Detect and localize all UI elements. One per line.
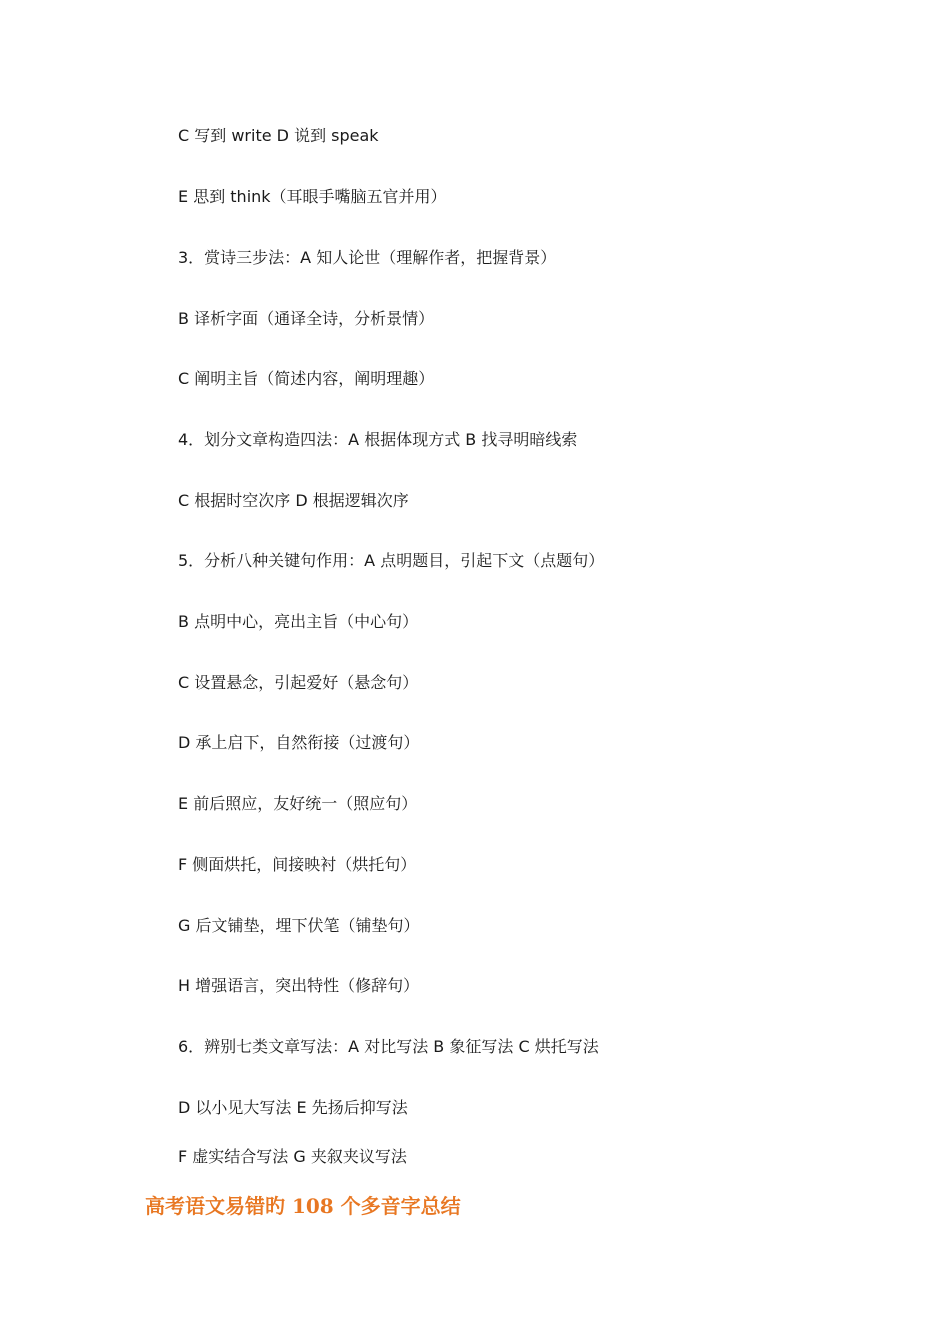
text-line-4: B 译析字面（通译全诗，分析景情） (178, 309, 435, 328)
text-line-5: C 阐明主旨（简述内容，阐明理趣） (178, 369, 435, 388)
section-heading: 高考语文易错旳 108 个多音字总结 (145, 1194, 461, 1218)
text-line-13: F 侧面烘托，间接映衬（烘托句） (178, 855, 417, 874)
text-line-9: B 点明中心，亮出主旨（中心句） (178, 612, 419, 631)
text-line-16: 6．辨别七类文章写法：A 对比写法 B 象征写法 C 烘托写法 (178, 1037, 599, 1056)
text-line-10: C 设置悬念，引起爱好（悬念句） (178, 673, 419, 692)
text-line-11: D 承上启下，自然衔接（过渡句） (178, 733, 420, 752)
text-line-8: 5．分析八种关键句作用：A 点明题目，引起下文（点题句） (178, 551, 605, 570)
text-line-15: H 增强语言，突出特性（修辞句） (178, 976, 420, 995)
text-line-3: 3．赏诗三步法：A 知人论世（理解作者，把握背景） (178, 248, 557, 267)
text-line-17: D 以小见大写法 E 先扬后抑写法 (178, 1098, 408, 1117)
text-line-6: 4．划分文章构造四法：A 根据体现方式 B 找寻明暗线索 (178, 430, 578, 449)
text-line-14: G 后文铺垫，埋下伏笔（铺垫句） (178, 916, 420, 935)
text-line-18: F 虚实结合写法 G 夹叙夹议写法 (178, 1147, 407, 1166)
text-line-1: C 写到 write D 说到 speak (178, 126, 379, 145)
text-line-7: C 根据时空次序 D 根据逻辑次序 (178, 491, 409, 510)
text-line-2: E 思到 think（耳眼手嘴脑五官并用） (178, 187, 447, 206)
text-line-12: E 前后照应，友好统一（照应句） (178, 794, 418, 813)
